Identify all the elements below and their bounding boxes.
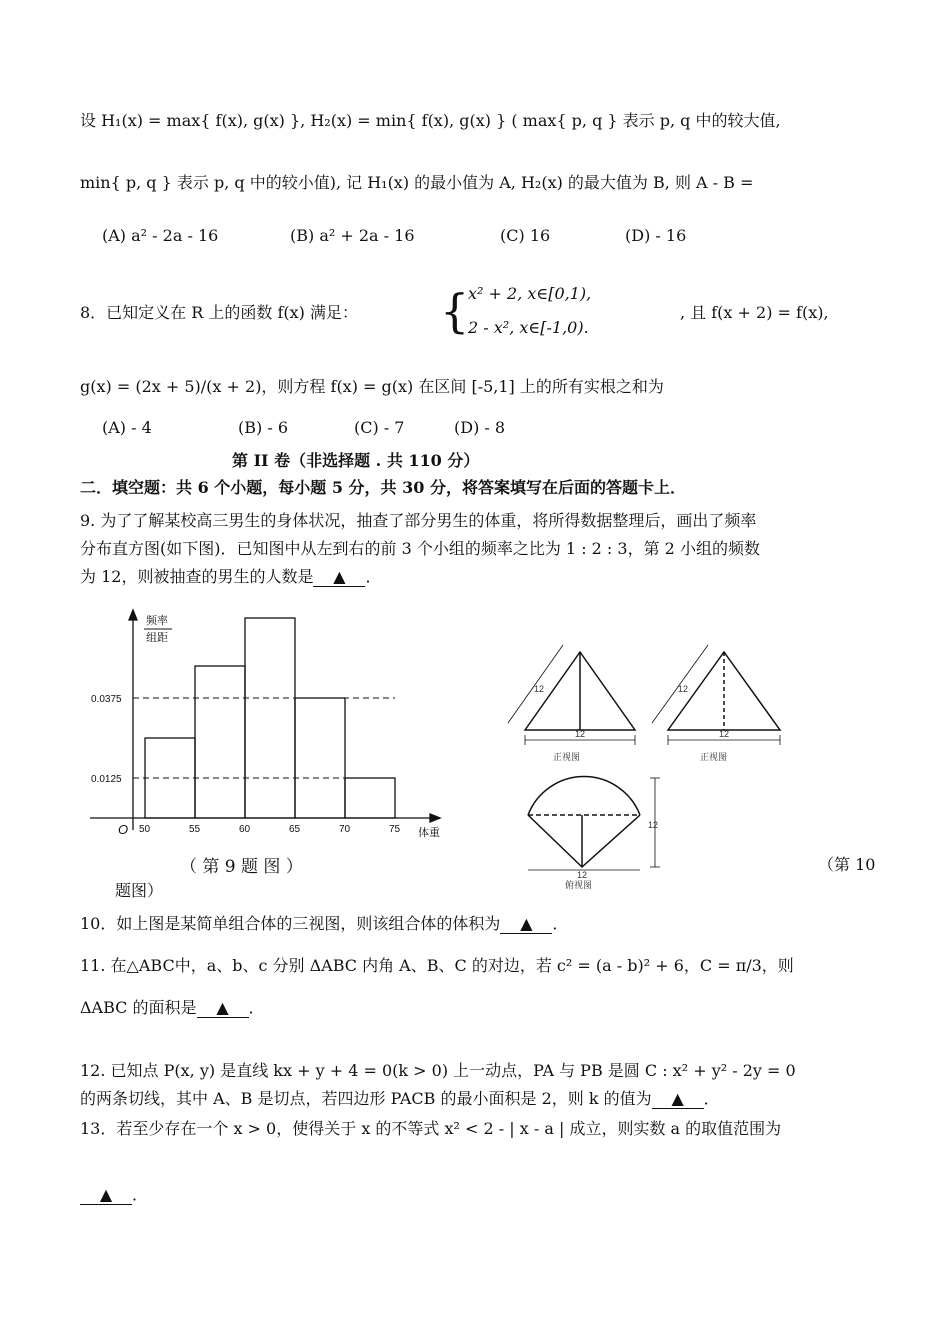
q13-answer-blank: ▲: [80, 1185, 132, 1205]
q7-line2: min{ p, q } 表示 p, q 中的较小值), 记 H₁(x) 的最小值为 A, H₂(x) 的最大值为 B, 则 A - B =: [80, 173, 754, 192]
q8-line2: g(x) = (2x + 5)/(x + 2)，则方程 f(x) = g(x) 在区间 [-5,1] 上的所有实根之和为: [80, 377, 664, 396]
top-view-label: 俯视图: [565, 880, 593, 890]
x-tick-label: 65: [289, 824, 301, 835]
front-dim-slant: 12: [534, 684, 545, 694]
q8-option-b: (B) - 6: [238, 418, 288, 437]
q10-caption-b: 题图）: [115, 881, 164, 900]
q13-line2: ▲ ．: [80, 1182, 148, 1205]
q10-text: 10．如上图是某简单组合体的三视图，则该组合体的体积为: [80, 914, 501, 933]
x-axis-arrow: [430, 814, 440, 822]
q9-line3-text: 为 12，则被抽查的男生的人数是: [80, 567, 314, 586]
top-dim-right: 12: [648, 820, 659, 830]
x-axis-label: 体重: [418, 827, 440, 839]
x-tick-label: 60: [239, 824, 251, 835]
side-view-label: 正视图: [700, 752, 728, 762]
q12-line1: 12. 已知点 P(x, y) 是直线 kx + y + 4 = 0(k > 0) 上一动点，PA 与 PB 是圆 C : x² + y² - 2y = 0: [80, 1061, 796, 1080]
q8-option-a: (A) - 4: [102, 418, 152, 437]
histogram-chart: [80, 598, 450, 848]
histogram-bar: [295, 698, 345, 818]
origin-label: O: [118, 822, 129, 837]
y-axis-label-top: 频率: [146, 615, 168, 627]
q12-line2-text: 的两条切线，其中 A、B 是切点，若四边形 PACB 的最小面积是 2，则 k 的值为: [80, 1089, 652, 1108]
y-axis-label-bottom: 组距: [146, 632, 168, 644]
q10-answer-blank: ▲: [500, 914, 552, 934]
y-tick-label: 0.0125: [91, 774, 122, 785]
q12-line2: 的两条切线，其中 A、B 是切点，若四边形 PACB 的最小面积是 2，则 k 的值为 ▲ ．: [80, 1089, 720, 1108]
section-title: 第 II 卷（非选择题 . 共 110 分）: [232, 451, 480, 470]
top-dim-base: 12: [577, 870, 588, 880]
q7-option-c: (C) 16: [500, 226, 551, 245]
side-dim-slant: 12: [678, 684, 689, 694]
y-axis-arrow: [129, 610, 137, 620]
q8-line1-post: , 且 f(x + 2) = f(x),: [680, 303, 829, 322]
q13-line1: 13．若至少存在一个 x > 0，使得关于 x 的不等式 x² < 2 - | x - a | 成立，则实数 a 的取值范围为: [80, 1119, 782, 1138]
q9-line1: 9. 为了了解某校高三男生的身体状况，抽查了部分男生的体重，将所得数据整理后，画出了频率: [80, 511, 757, 530]
q12-answer-blank: ▲: [652, 1089, 704, 1109]
q11-line2-text: ΔABC 的面积是: [80, 998, 197, 1017]
three-views-figure: [505, 600, 730, 920]
q11-line2: ΔABC 的面积是 ▲ ．: [80, 998, 265, 1017]
q7-line1: 设 H₁(x) = max{ f(x), g(x) }, H₂(x) = min{ f(x), g(x) } ( max{ p, q } 表示 p, q 中的较大值,: [80, 111, 781, 130]
histogram-bar: [245, 618, 295, 818]
q7-option-a: (A) a² - 2a - 16: [102, 226, 219, 245]
q11-line1: 11. 在△ABC中，a、b、c 分别 ΔABC 内角 A、B、C 的对边，若 c² = (a - b)² + 6，C = π/3，则: [80, 956, 794, 975]
front-view-label: 正视图: [553, 752, 581, 762]
q9-line2: 分布直方图(如下图)．已知图中从左到右的前 3 个小组的频率之比为 1 : 2 : 3，第 2 小组的频数: [80, 539, 760, 558]
side-dim-base: 12: [719, 729, 730, 739]
q11-answer-blank: ▲: [197, 998, 249, 1018]
q7-option-b: (B) a² + 2a - 16: [290, 226, 415, 245]
q10-line: 10．如上图是某简单组合体的三视图，则该组合体的体积为 ▲ ．: [80, 914, 569, 933]
q8-line1-pre: 8．已知定义在 R 上的函数 f(x) 满足：: [80, 303, 359, 322]
y-tick-label: 0.0375: [91, 694, 122, 705]
q7-option-d: (D) - 16: [625, 226, 687, 245]
x-tick-label: 70: [339, 824, 351, 835]
q8-option-d: (D) - 8: [454, 418, 506, 437]
section-header: 二．填空题：共 6 个小题，每小题 5 分，共 30 分，将答案填写在后面的答题卡上．: [80, 478, 686, 497]
x-tick-label: 50: [139, 824, 151, 835]
x-tick-label: 55: [189, 824, 201, 835]
q8-option-c: (C) - 7: [354, 418, 405, 437]
front-dim-base: 12: [575, 729, 586, 739]
histogram-bar: [195, 666, 245, 818]
q8-case1: x² + 2, x∈[0,1),: [468, 284, 592, 303]
q9-caption: （ 第 9 题 图 ）: [180, 857, 303, 877]
x-tick-label: 75: [389, 824, 401, 835]
q10-caption-a: （第 10: [818, 855, 876, 874]
q8-case2: 2 - x², x∈[-1,0).: [468, 318, 589, 337]
q9-answer-blank: ▲: [313, 567, 365, 587]
histogram-bar: [345, 778, 395, 818]
q9-line3: 为 12，则被抽查的男生的人数是 ▲ ．: [80, 567, 382, 586]
